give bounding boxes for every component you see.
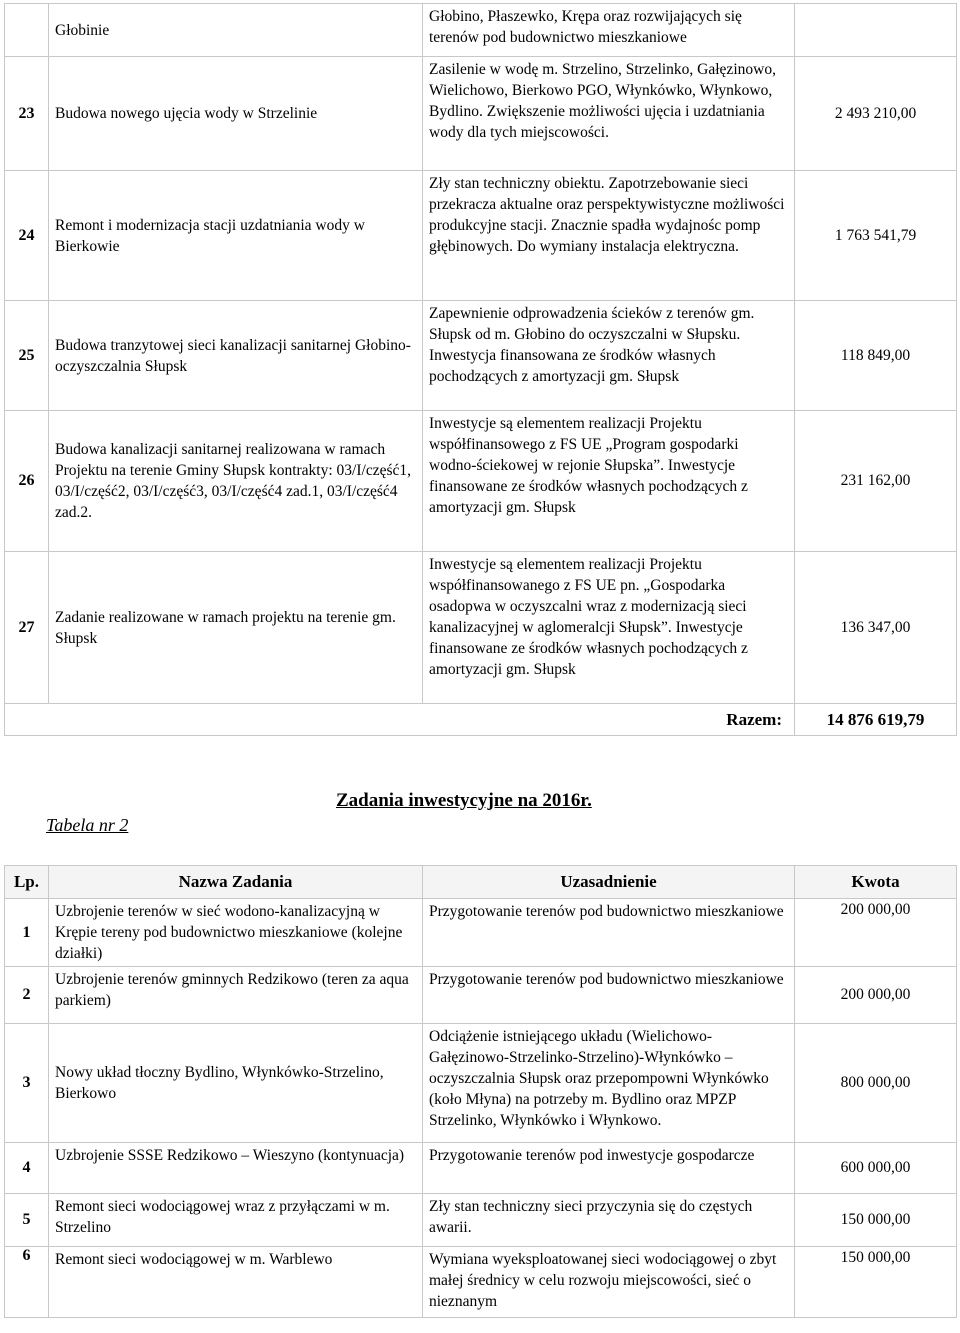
table-caption: Tabela nr 2: [46, 815, 129, 835]
task-justification: Głobino, Płaszewko, Krępa oraz rozwijających się terenów pod budownictwo mieszkaniowe: [423, 4, 795, 57]
task-justification: Wymiana wyeksploatowanej sieci wodociągowej o zbyt małej średnicy w celu rozwoju miejscowości, sieć o nieznanym: [423, 1247, 795, 1318]
table-row: [5, 967, 957, 1024]
table-row: [5, 552, 957, 704]
task-amount: 2 493 210,00: [795, 57, 957, 171]
task-amount: 150 000,00: [795, 1194, 957, 1247]
table-header-row: [5, 866, 957, 899]
row-number: [5, 4, 49, 57]
task-justification: Przygotowanie terenów pod budownictwo mieszkaniowe: [423, 967, 795, 1024]
row-number: 24: [5, 171, 49, 301]
row-number: 4: [5, 1143, 49, 1194]
task-amount: 150 000,00: [795, 1247, 957, 1318]
task-amount: 200 000,00: [795, 899, 957, 967]
task-name: Zadanie realizowane w ramach projektu na terenie gm. Słupsk: [49, 552, 423, 704]
task-amount: 1 763 541,79: [795, 171, 957, 301]
task-justification: Zły stan techniczny obiektu. Zapotrzebowanie sieci przekracza aktualne oraz perspektywistyczne możliwości produkcyjne stacji. Znacznie spadła wydajnośc pomp głębinowych. Do wymiany instalacja elektryczna.: [423, 171, 795, 301]
task-justification: Odciążenie istniejącego układu (Wielichowo-Gałęzinowo-Strzelinko-Strzelino)-Włynkówko – oczyszczalnia Słupsk oraz przepompowni Włynkówko (koło Młyna) na potrzeby m. Bydlino oraz MPZP Strzelinko, Włynkówko i Włynkowo.: [423, 1024, 795, 1143]
task-name: Budowa tranzytowej sieci kanalizacji sanitarnej Głobino-oczyszczalnia Słupsk: [49, 301, 423, 411]
total-value: 14 876 619,79: [795, 704, 957, 736]
task-amount: [795, 4, 957, 57]
row-number: 27: [5, 552, 49, 704]
row-number: 2: [5, 967, 49, 1024]
row-number: 1: [5, 899, 49, 967]
task-amount: 200 000,00: [795, 967, 957, 1024]
task-name: Remont sieci wodociągowej w m. Warblewo: [49, 1247, 423, 1318]
task-justification: Inwestycje są elementem realizacji Projektu współfinansowego z FS UE „Program gospodarki wodno-ściekowej w rejonie Słupska”. Inwestycje finansowane ze środków własnych pochodzących z amortyzacji gm. Słupsk: [423, 411, 795, 552]
task-name: Nowy układ tłoczny Bydlino, Włynkówko-Strzelino, Bierkowo: [49, 1024, 423, 1143]
table-row: [5, 1247, 957, 1318]
task-justification: Zły stan techniczny sieci przyczynia się do częstych awarii.: [423, 1194, 795, 1247]
row-number: 23: [5, 57, 49, 171]
task-name: Remont sieci wodociągowej wraz z przyłączami w m. Strzelino: [49, 1194, 423, 1247]
total-row: [5, 704, 957, 736]
task-justification: Zasilenie w wodę m. Strzelino, Strzelinko, Gałęzinowo, Wielichowo, Bierkowo PGO, Włynkówko, Włynkowo, Bydlino. Zwiększenie możliwości ujęcia i uzdatniania wody dla tych miejscowości.: [423, 57, 795, 171]
task-amount: 136 347,00: [795, 552, 957, 704]
row-number: 26: [5, 411, 49, 552]
row-number: 5: [5, 1194, 49, 1247]
task-name: Remont i modernizacja stacji uzdatniania wody w Bierkowie: [49, 171, 423, 301]
section-title: Zadania inwestycyjne na 2016r.: [336, 790, 592, 811]
task-justification: Zapewnienie odprowadzenia ścieków z terenów gm. Słupsk od m. Głobino do oczyszczalni w Słupsku. Inwestycja finansowana ze środków własnych pochodzących z amortyzacji gm. Słupsk: [423, 301, 795, 411]
investments-2016-table: [4, 865, 957, 1318]
task-name: Budowa nowego ujęcia wody w Strzelinie: [49, 57, 423, 171]
task-name: Głobinie: [49, 4, 423, 57]
investments-table-continued: [4, 3, 957, 736]
task-justification: Inwestycje są elementem realizacji Projektu współfinansowanego z FS UE pn. „Gospodarka osadopwa w oczyszcalni wraz z modernizacją sieci kanalizacyjnej w aglomeralcji Słupsk”. Inwestycje finansowane ze środków własnych pochodzących z amortyzacji gm. Słupsk: [423, 552, 795, 704]
table-row: [5, 4, 957, 57]
header-name: Nazwa Zadania: [49, 866, 423, 899]
task-name: Budowa kanalizacji sanitarnej realizowana w ramach Projektu na terenie Gminy Słupsk kontrakty: 03/I/część1, 03/I/część2, 03/I/część3, 03/I/część4 zad.1, 03/I/część4 zad.2.: [49, 411, 423, 552]
row-number: 25: [5, 301, 49, 411]
row-number: 3: [5, 1024, 49, 1143]
header-reason: Uzasadnienie: [423, 866, 795, 899]
table-row: [5, 899, 957, 967]
task-justification: Przygotowanie terenów pod inwestycje gospodarcze: [423, 1143, 795, 1194]
task-amount: 118 849,00: [795, 301, 957, 411]
task-amount: 600 000,00: [795, 1143, 957, 1194]
task-justification: Przygotowanie terenów pod budownictwo mieszkaniowe: [423, 899, 795, 967]
task-amount: 800 000,00: [795, 1024, 957, 1143]
header-amount: Kwota: [795, 866, 957, 899]
header-lp: Lp.: [5, 866, 49, 899]
task-name: Uzbrojenie terenów gminnych Redzikowo (teren za aqua parkiem): [49, 967, 423, 1024]
task-amount: 231 162,00: [795, 411, 957, 552]
table-row: [5, 57, 957, 171]
task-name: Uzbrojenie terenów w sieć wodono-kanalizacyjną w Krępie tereny pod budownictwo mieszkaniowe (kolejne działki): [49, 899, 423, 967]
task-name: Uzbrojenie SSSE Redzikowo – Wieszyno (kontynuacja): [49, 1143, 423, 1194]
table-row: [5, 1194, 957, 1247]
row-number: 6: [5, 1247, 49, 1318]
table-row: [5, 301, 957, 411]
table-row: [5, 171, 957, 301]
table-row: [5, 1143, 957, 1194]
table-row: [5, 411, 957, 552]
total-label: Razem:: [5, 704, 795, 736]
table-row: [5, 1024, 957, 1143]
